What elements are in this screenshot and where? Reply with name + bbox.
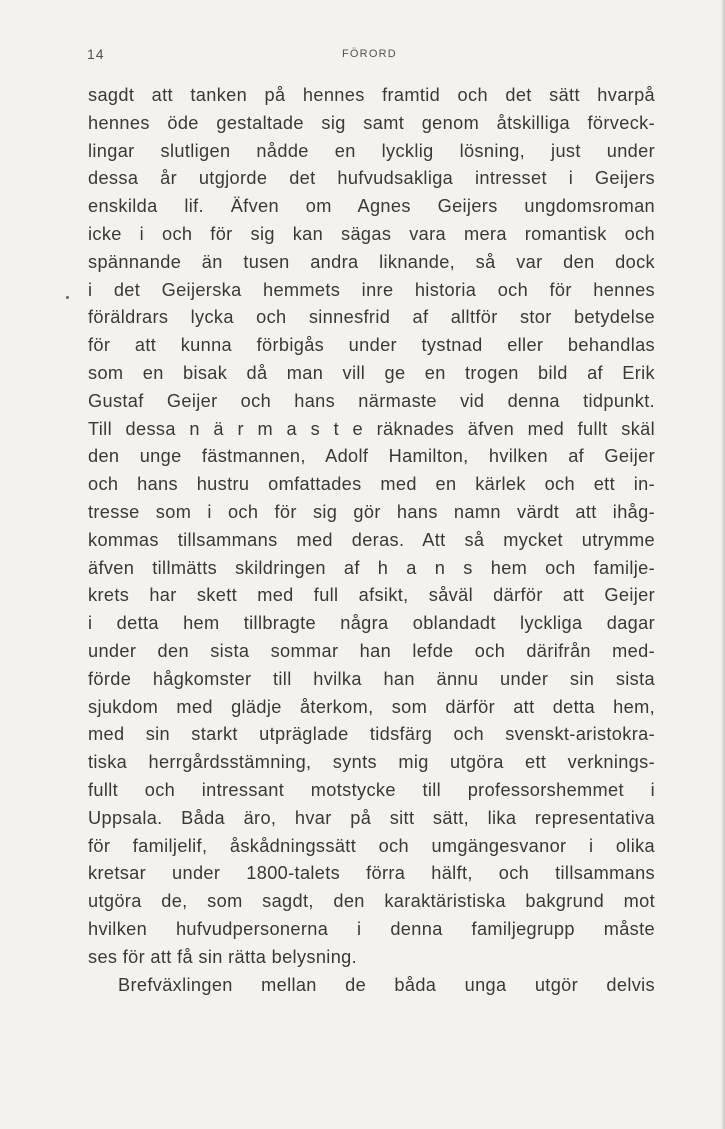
text-line: för att kunna förbigås under tystnad eller behandlas	[88, 335, 655, 356]
text-line: med sin starkt utpräglade tidsfärg och svenskt-aristokra-	[88, 724, 655, 745]
margin-mark	[66, 296, 69, 299]
running-title: FÖRORD	[342, 48, 397, 60]
text-line: som en bisak då man vill ge en trogen bild af Erik	[88, 362, 655, 383]
text-line: kommas tillsammans med deras. Att så mycket utrymme	[88, 529, 655, 550]
text-line: Brefväxlingen mellan de båda unga utgör delvis	[118, 974, 655, 995]
text-line: hennes öde gestaltade sig samt genom åtskilliga förveck-	[88, 112, 655, 133]
text-line: i detta hem tillbragte några oblandadt lyckliga dagar	[88, 613, 655, 634]
text-line: hvilken hufvudpersonerna i denna familjegrupp måste	[88, 918, 655, 939]
text-line: sagdt att tanken på hennes framtid och det sätt hvarpå	[88, 85, 655, 105]
text-line: tiska herrgårdsstämning, synts mig utgöra ett verknings-	[88, 752, 655, 773]
text-line: dessa år utgjorde det hufvudsakliga intresset i Geijers	[88, 168, 655, 189]
page-edge-shadow	[721, 0, 725, 1129]
text-line: fullt och intressant motstycke till professorshemmet i	[88, 779, 655, 800]
text-line: tresse som i och för sig gör hans namn värdt att ihåg-	[88, 501, 655, 522]
text-line: föräldrars lycka och sinnesfrid af alltför stor betydelse	[88, 307, 655, 328]
text-line: Gustaf Geijer och hans närmaste vid denna tidpunkt.	[88, 390, 655, 411]
text-line: krets har skett med full afsikt, såväl därför att Geijer	[88, 585, 655, 606]
page-number: 14	[87, 46, 105, 62]
body-text	[88, 82, 655, 999]
text-line: i det Geijerska hemmets inre historia och för hennes	[88, 279, 655, 300]
text-line: äfven tillmätts skildringen af h a n s hem och familje-	[88, 557, 655, 578]
text-line: den unge fästmannen, Adolf Hamilton, hvilken af Geijer	[88, 446, 655, 467]
text-line: under den sista sommar han lefde och därifrån med-	[88, 640, 655, 661]
text-line: Uppsala. Båda äro, hvar på sitt sätt, lika representativa	[88, 807, 655, 828]
text-line: spännande än tusen andra liknande, så var den dock	[88, 251, 655, 272]
text-line: lingar slutligen nådde en lycklig lösning, just under	[88, 140, 655, 161]
text-line: enskilda lif. Äfven om Agnes Geijers ungdomsroman	[88, 196, 655, 217]
text-line: Till dessa n ä r m a s t e räknades äfven med fullt skäl	[88, 418, 655, 439]
text-line: för familjelif, åskådningssätt och umgängesvanor i olika	[88, 835, 655, 856]
text-line: ses för att få sin rätta belysning.	[88, 946, 358, 967]
text-line: och hans hustru omfattades med en kärlek och ett in-	[88, 474, 655, 495]
running-head	[0, 46, 725, 70]
text-line: icke i och för sig kan sägas vara mera romantisk och	[88, 223, 655, 244]
text-line: utgöra de, som sagdt, den karaktäristiska bakgrund mot	[88, 891, 655, 912]
text-line: sjukdom med glädje återkom, som därför att detta hem,	[88, 696, 655, 717]
text-line: förde hågkomster till hvilka han ännu under sin sista	[88, 668, 655, 689]
text-line: kretsar under 1800-talets förra hälft, och tillsammans	[88, 863, 655, 884]
